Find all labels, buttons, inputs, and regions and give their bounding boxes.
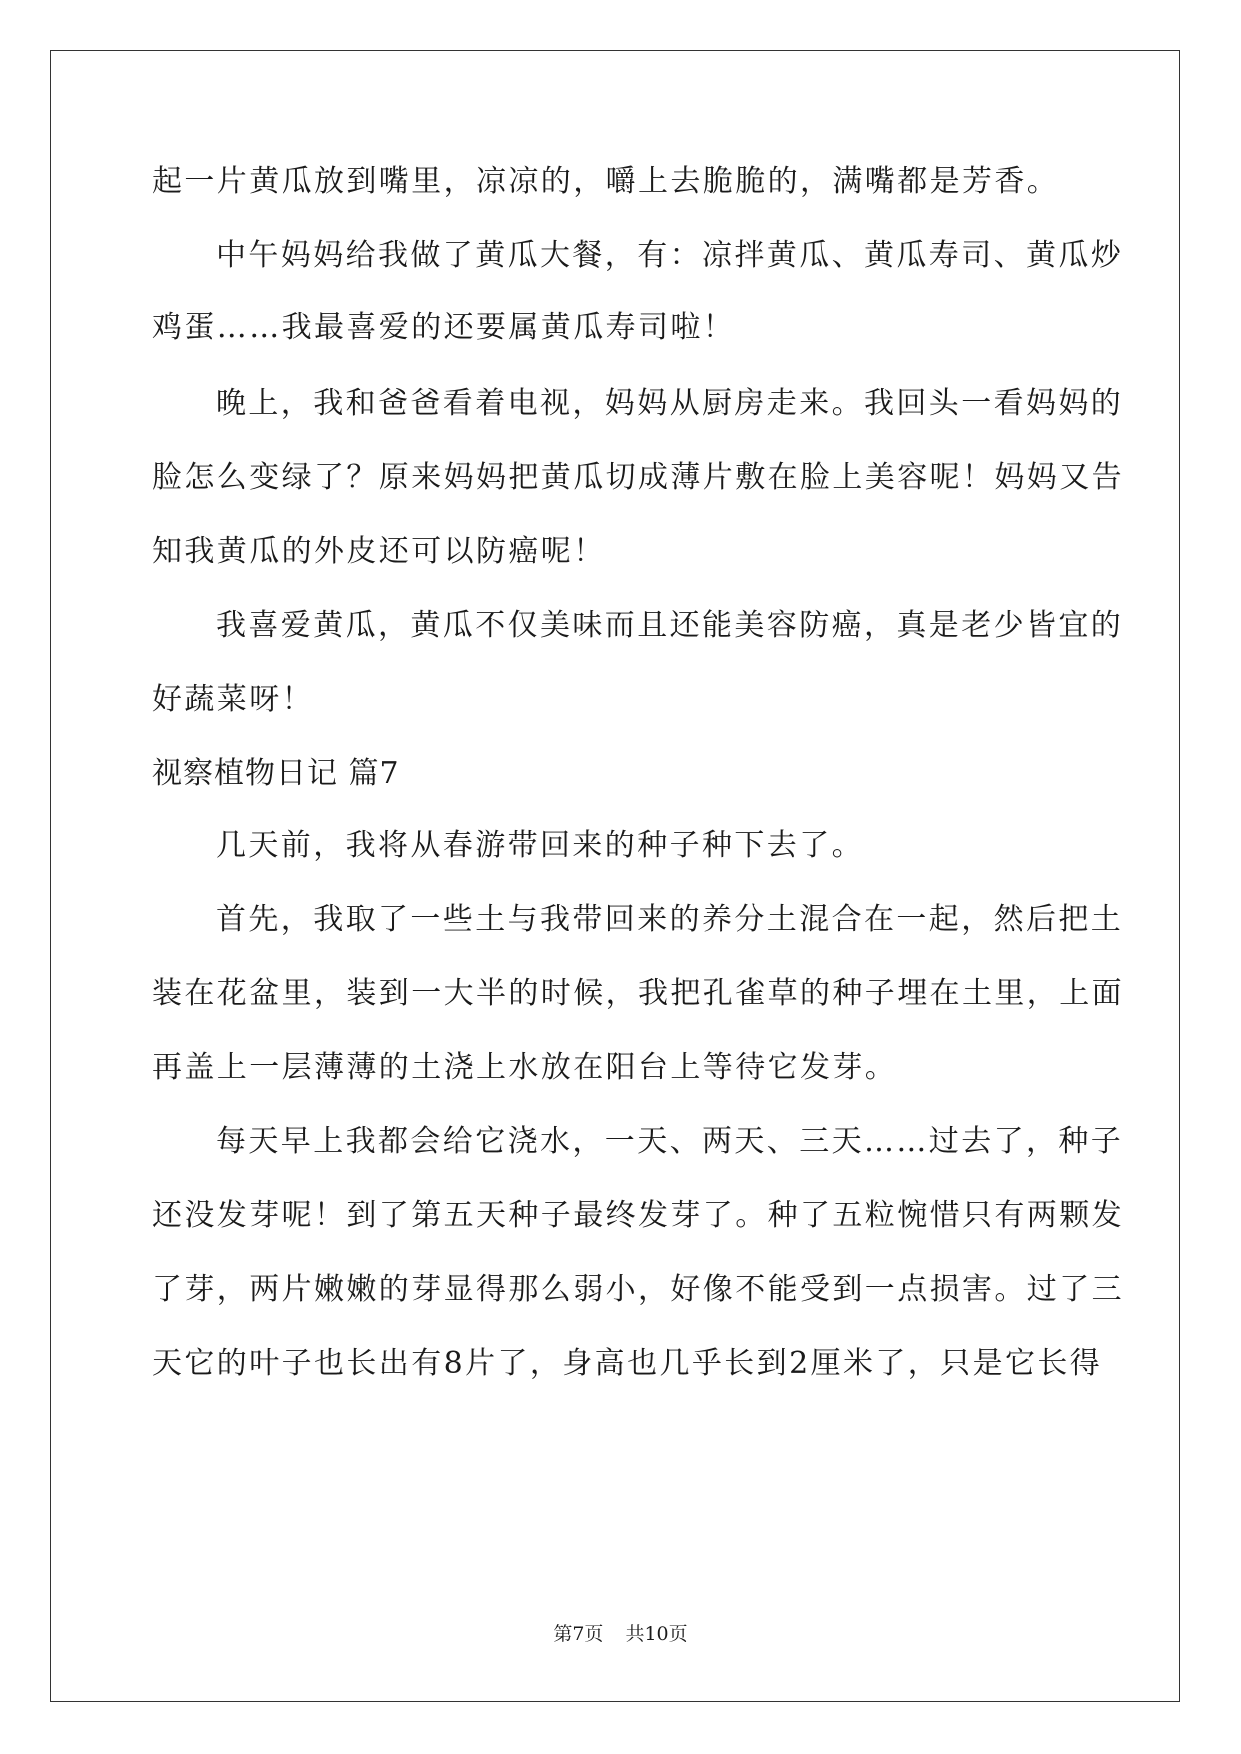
paragraph-line: 中午妈妈给我做了黄瓜大餐，有：凉拌黄瓜、黄瓜寿司、黄瓜炒 (216, 238, 1124, 273)
paragraph-line: 好蔬菜呀！ (152, 682, 314, 717)
paragraph-line: 首先，我取了一些土与我带回来的养分土混合在一起，然后把土 (216, 902, 1124, 937)
section-heading: 视察植物日记 篇7 (152, 756, 400, 791)
paragraph-line: 装在花盆里，装到一大半的时候，我把孔雀草的种子埋在土里，上面 (152, 976, 1124, 1011)
paragraph-line: 我喜爱黄瓜，黄瓜不仅美味而且还能美容防癌，真是老少皆宜的 (216, 608, 1124, 643)
paragraph-line: 脸怎么变绿了？原来妈妈把黄瓜切成薄片敷在脸上美容呢！妈妈又告 (152, 460, 1124, 495)
page-number: 第7页 (553, 1623, 604, 1645)
page-total: 共10页 (625, 1623, 688, 1645)
paragraph-line: 几天前，我将从春游带回来的种子种下去了。 (216, 828, 864, 863)
paragraph-line: 每天早上我都会给它浇水，一天、两天、三天……过去了，种子 (216, 1124, 1124, 1159)
paragraph-line: 知我黄瓜的外皮还可以防癌呢！ (152, 534, 606, 569)
page-border (50, 50, 1180, 1702)
paragraph-line: 鸡蛋……我最喜爱的还要属黄瓜寿司啦！ (152, 310, 736, 345)
paragraph-line: 还没发芽呢！到了第五天种子最终发芽了。种了五粒惋惜只有两颗发 (152, 1198, 1124, 1233)
paragraph-line: 再盖上一层薄薄的土浇上水放在阳台上等待它发芽。 (152, 1050, 898, 1085)
paragraph-line: 晚上，我和爸爸看着电视，妈妈从厨房走来。我回头一看妈妈的 (216, 386, 1124, 421)
page-footer (0, 1622, 1241, 1646)
paragraph-line: 起一片黄瓜放到嘴里，凉凉的，嚼上去脆脆的，满嘴都是芳香。 (152, 164, 1060, 199)
paragraph-line: 了芽，两片嫩嫩的芽显得那么弱小，好像不能受到一点损害。过了三 (152, 1272, 1124, 1307)
paragraph-line: 天它的叶子也长出有8片了，身高也几乎长到2厘米了，只是它长得 (152, 1346, 1103, 1381)
